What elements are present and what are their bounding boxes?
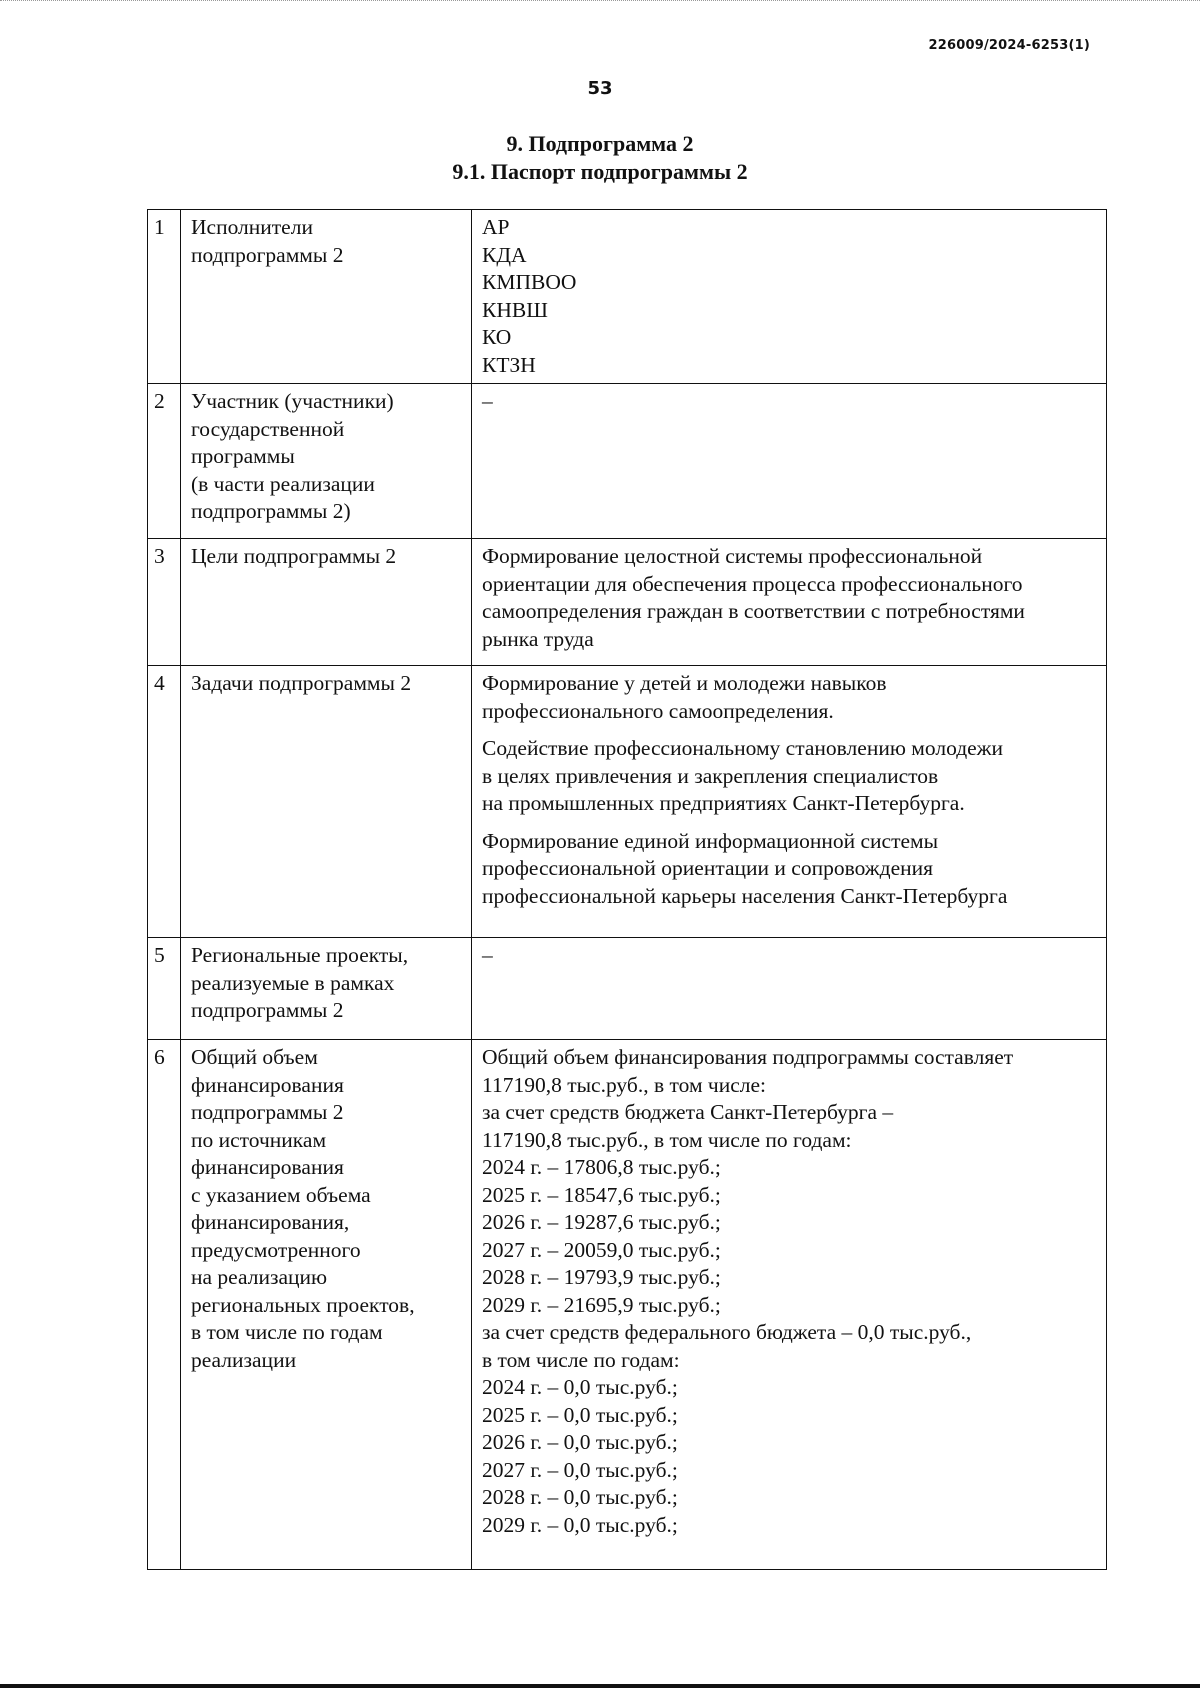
label-line: финансирования bbox=[191, 1072, 344, 1097]
row-label bbox=[181, 666, 472, 938]
value-line: самоопределения граждан в соответствии с потребностями bbox=[482, 599, 1025, 623]
document-id: 226009/2024-6253(1) bbox=[928, 38, 1090, 53]
section-title: 9. Подпрограмма 2 bbox=[506, 131, 694, 156]
value-line: КНВШ bbox=[482, 297, 548, 322]
value-line: 2029 г. – 0,0 тыс.руб.; bbox=[482, 1512, 678, 1537]
table-row bbox=[148, 539, 1107, 666]
label-line: Региональные проекты, bbox=[191, 943, 409, 967]
row-label bbox=[181, 539, 472, 666]
table-row bbox=[148, 666, 1107, 938]
value-line: рынка труда bbox=[482, 626, 594, 651]
value-line: 2028 г. – 19793,9 тыс.руб.; bbox=[482, 1265, 721, 1289]
value-line: 2025 г. – 18547,6 тыс.руб.; bbox=[482, 1182, 721, 1207]
row-number: 5 bbox=[148, 938, 181, 1040]
section-subtitle: 9.1. Паспорт подпрограммы 2 bbox=[452, 159, 748, 184]
value-line: 2027 г. – 0,0 тыс.руб.; bbox=[482, 1457, 678, 1482]
value-line: профессионального самоопределения. bbox=[482, 698, 834, 723]
value-line: 2025 г. – 0,0 тыс.руб.; bbox=[482, 1402, 678, 1427]
table-row bbox=[148, 938, 1107, 1040]
value-line: профессиональной карьеры населения Санкт-Петербурга bbox=[482, 883, 1008, 908]
label-line: по источникам bbox=[191, 1127, 327, 1152]
value-line: на промышленных предприятиях Санкт-Петербурга. bbox=[482, 791, 965, 815]
value-line: 2027 г. – 20059,0 тыс.руб.; bbox=[482, 1237, 721, 1262]
label-line: Исполнители bbox=[191, 215, 313, 239]
task-paragraph bbox=[482, 828, 1098, 911]
value-line: Формирование единой информационной системы bbox=[482, 828, 939, 853]
passport-table-body bbox=[148, 210, 1107, 1570]
label-line: (в части реализации bbox=[191, 471, 375, 496]
table-row bbox=[148, 1040, 1107, 1570]
row-value bbox=[472, 384, 1107, 539]
row-number: 2 bbox=[148, 384, 181, 539]
label-line: реализации bbox=[191, 1347, 297, 1372]
value-line: – bbox=[482, 389, 493, 413]
value-line: 117190,8 тыс.руб., в том числе: bbox=[482, 1072, 767, 1097]
top-scan-edge bbox=[0, 0, 1200, 3]
value-line: 2026 г. – 19287,6 тыс.руб.; bbox=[482, 1210, 721, 1234]
label-line: Цели подпрограммы 2 bbox=[191, 544, 397, 568]
label-line: реализуемые в рамках bbox=[191, 970, 395, 995]
value-line: за счет средств федерального бюджета – 0,0 тыс.руб., bbox=[482, 1320, 972, 1344]
label-line: Участник (участники) bbox=[191, 389, 394, 413]
label-line: подпрограммы 2 bbox=[191, 242, 344, 267]
value-line: 2026 г. – 0,0 тыс.руб.; bbox=[482, 1430, 678, 1454]
value-line: профессиональной ориентации и сопровождения bbox=[482, 856, 934, 880]
task-paragraph bbox=[482, 735, 1098, 818]
row-number: 3 bbox=[148, 539, 181, 666]
row-number: 4 bbox=[148, 666, 181, 938]
row-number: 1 bbox=[148, 210, 181, 384]
task-paragraph bbox=[482, 670, 1098, 725]
value-line: в целях привлечения и закрепления специалистов bbox=[482, 763, 939, 788]
value-line: КО bbox=[482, 325, 512, 349]
page-number: 53 bbox=[587, 78, 613, 99]
value-line: Формирование у детей и молодежи навыков bbox=[482, 671, 887, 695]
row-number: 6 bbox=[148, 1040, 181, 1570]
table-row bbox=[148, 384, 1107, 539]
label-line: финансирования bbox=[191, 1155, 344, 1179]
value-line: Содействие профессиональному становлению молодежи bbox=[482, 736, 1004, 760]
value-line: КТЗН bbox=[482, 352, 536, 377]
value-line: Общий объем финансирования подпрограммы составляет bbox=[482, 1045, 1014, 1069]
value-line: 2029 г. – 21695,9 тыс.руб.; bbox=[482, 1292, 721, 1317]
row-value bbox=[472, 666, 1107, 938]
row-value bbox=[472, 210, 1107, 384]
row-label bbox=[181, 210, 472, 384]
row-value bbox=[472, 938, 1107, 1040]
value-line: в том числе по годам: bbox=[482, 1347, 680, 1372]
label-line: программы bbox=[191, 444, 295, 468]
label-line: подпрограммы 2 bbox=[191, 998, 344, 1022]
value-line: 117190,8 тыс.руб., в том числе по годам: bbox=[482, 1127, 852, 1152]
label-line: Задачи подпрограммы 2 bbox=[191, 671, 412, 695]
label-line: финансирования, bbox=[191, 1210, 350, 1234]
value-line: КДА bbox=[482, 242, 527, 267]
row-label bbox=[181, 384, 472, 539]
table-row bbox=[148, 210, 1107, 384]
value-line: ориентации для обеспечения процесса профессионального bbox=[482, 571, 1023, 596]
row-label bbox=[181, 1040, 472, 1570]
value-line: 2028 г. – 0,0 тыс.руб.; bbox=[482, 1485, 678, 1509]
row-label bbox=[181, 938, 472, 1040]
label-line: региональных проектов, bbox=[191, 1292, 415, 1317]
label-line: подпрограммы 2 bbox=[191, 1100, 344, 1124]
label-line: Общий объем bbox=[191, 1045, 318, 1069]
value-line: 2024 г. – 17806,8 тыс.руб.; bbox=[482, 1155, 721, 1179]
label-line: предусмотренного bbox=[191, 1237, 361, 1262]
row-value bbox=[472, 539, 1107, 666]
value-line: – bbox=[482, 943, 493, 967]
label-line: на реализацию bbox=[191, 1265, 328, 1289]
value-line: за счет средств бюджета Санкт-Петербурга – bbox=[482, 1100, 894, 1124]
label-line: государственной bbox=[191, 416, 345, 441]
label-line: в том числе по годам bbox=[191, 1320, 383, 1344]
value-line: КМПВОО bbox=[482, 270, 577, 294]
bottom-scan-edge bbox=[0, 1684, 1200, 1688]
label-line: с указанием объема bbox=[191, 1182, 371, 1207]
value-line: Формирование целостной системы профессиональной bbox=[482, 544, 983, 568]
section-titles bbox=[0, 130, 1200, 186]
row-value bbox=[472, 1040, 1107, 1570]
value-line: АР bbox=[482, 215, 510, 239]
label-line: подпрограммы 2) bbox=[191, 499, 351, 523]
passport-table bbox=[147, 209, 1107, 1570]
value-line: 2024 г. – 0,0 тыс.руб.; bbox=[482, 1375, 678, 1399]
